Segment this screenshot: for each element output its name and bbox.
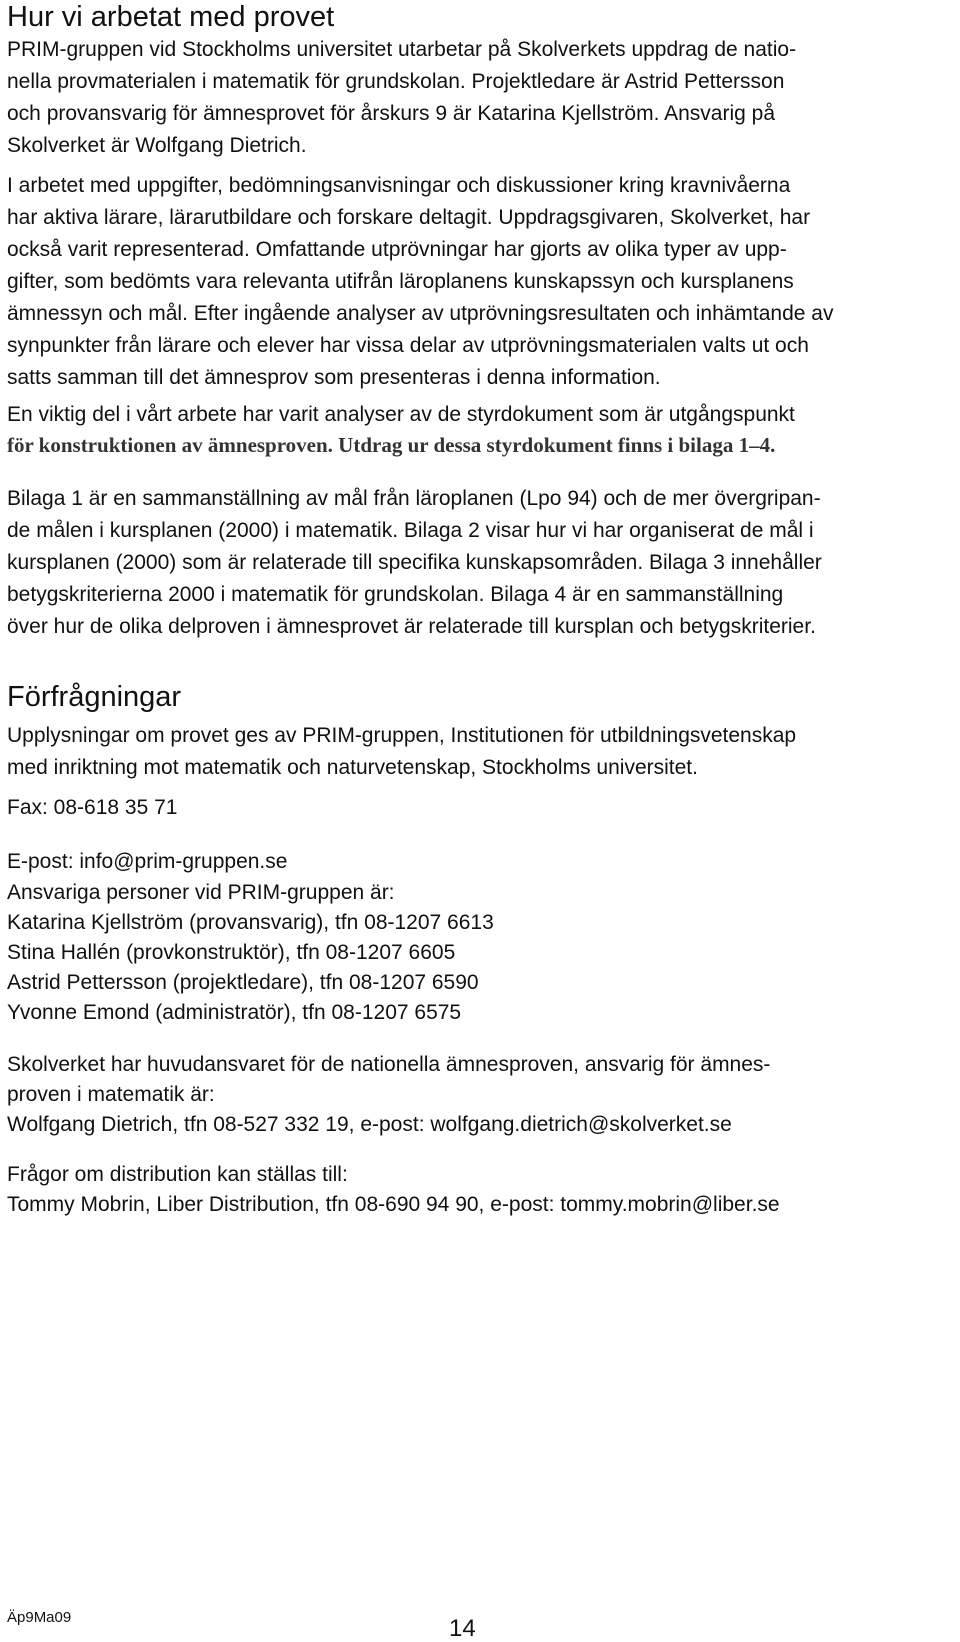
distribution-contact-line: Tommy Mobrin, Liber Distribution, tfn 08-690 94 90, e-post: tommy.mobrin@liber.se	[7, 1193, 780, 1216]
contact-line: Yvonne Emond (administratör), tfn 08-1207 6575	[7, 1001, 462, 1024]
text-line: kursplanen (2000) som är relaterade till specifika kunskapsområden. Bilaga 3 innehåller	[7, 551, 822, 574]
steering-documents-line-serif: för konstruktionen av ämnesproven. Utdrag ur dessa styrdokument finns i bilaga 1–4.	[7, 433, 776, 457]
text-line: gifter, som bedömts vara relevanta utifrån läroplanens kunskapssyn och kursplanens	[7, 270, 794, 293]
contact-line: Astrid Pettersson (projektledare), tfn 08-1207 6590	[7, 971, 479, 994]
contact-line: Katarina Kjellström (provansvarig), tfn 08-1207 6613	[7, 911, 494, 934]
steering-documents-line: En viktig del i vårt arbete har varit analyser av de styrdokument som är utgångspunkt	[7, 403, 795, 426]
page-number: 14	[449, 1615, 476, 1642]
text-line: PRIM-gruppen vid Stockholms universitet utarbetar på Skolverkets uppdrag de natio-	[7, 38, 797, 61]
skolverket-contact-line: Wolfgang Dietrich, tfn 08-527 332 19, e-post: wolfgang.dietrich@skolverket.se	[7, 1113, 732, 1136]
text-line: över hur de olika delproven i ämnesprovet är relaterade till kursplan och betygskriterier.	[7, 615, 816, 638]
text-line: också varit representerad. Omfattande utprövningar har gjorts av olika typer av upp-	[7, 238, 787, 261]
section-heading: Förfrågningar	[7, 681, 182, 713]
email-line: E-post: info@prim-gruppen.se	[7, 850, 288, 873]
text-line: de målen i kursplanen (2000) i matematik. Bilaga 2 visar hur vi har organiserat de mål i	[7, 519, 814, 542]
skolverket-line: proven i matematik är:	[7, 1083, 215, 1106]
skolverket-line: Skolverket har huvudansvaret för de nationella ämnesproven, ansvarig för ämnes-	[7, 1053, 771, 1076]
contact-line: Stina Hallén (provkonstruktör), tfn 08-1207 6605	[7, 941, 456, 964]
text-line: satts samman till det ämnesprov som presenteras i denna information.	[7, 366, 661, 389]
text-line: Skolverket är Wolfgang Dietrich.	[7, 134, 307, 157]
inquiry-paragraph	[7, 720, 955, 784]
contacts-heading: Ansvariga personer vid PRIM-gruppen är:	[7, 881, 395, 904]
text-line: betygskriterierna 2000 i matematik för grundskolan. Bilaga 4 är en sammanställning	[7, 583, 784, 606]
text-line: har aktiva lärare, lärarutbildare och forskare deltagit. Uppdragsgivaren, Skolverket, har	[7, 206, 811, 229]
text-line: nella provmaterialen i matematik för grundskolan. Projektledare är Astrid Pettersson	[7, 70, 785, 93]
work-paragraph	[7, 170, 955, 394]
distribution-heading: Frågor om distribution kan ställas till:	[7, 1163, 348, 1186]
text-line: med inriktning mot matematik och naturvetenskap, Stockholms universitet.	[7, 756, 698, 779]
text-line: Upplysningar om provet ges av PRIM-gruppen, Institutionen för utbildningsvetenskap	[7, 724, 797, 747]
section-heading: Hur vi arbetat med provet	[7, 1, 335, 33]
text-line: Bilaga 1 är en sammanställning av mål från läroplanen (Lpo 94) och de mer övergripan-	[7, 487, 821, 510]
appendix-paragraph	[7, 483, 955, 643]
fax-line: Fax: 08-618 35 71	[7, 796, 178, 819]
intro-paragraph	[7, 34, 955, 162]
document-code: Äp9Ma09	[7, 1609, 72, 1626]
text-line: synpunkter från lärare och elever har vissa delar av utprövningsmaterialen valts ut och	[7, 334, 809, 357]
text-line: ämnessyn och mål. Efter ingående analyser av utprövningsresultaten och inhämtande av	[7, 302, 834, 325]
text-line: och provansvarig för ämnesprovet för årskurs 9 är Katarina Kjellström. Ansvarig på	[7, 102, 776, 125]
text-line: I arbetet med uppgifter, bedömningsanvisningar och diskussioner kring kravnivåerna	[7, 174, 791, 197]
